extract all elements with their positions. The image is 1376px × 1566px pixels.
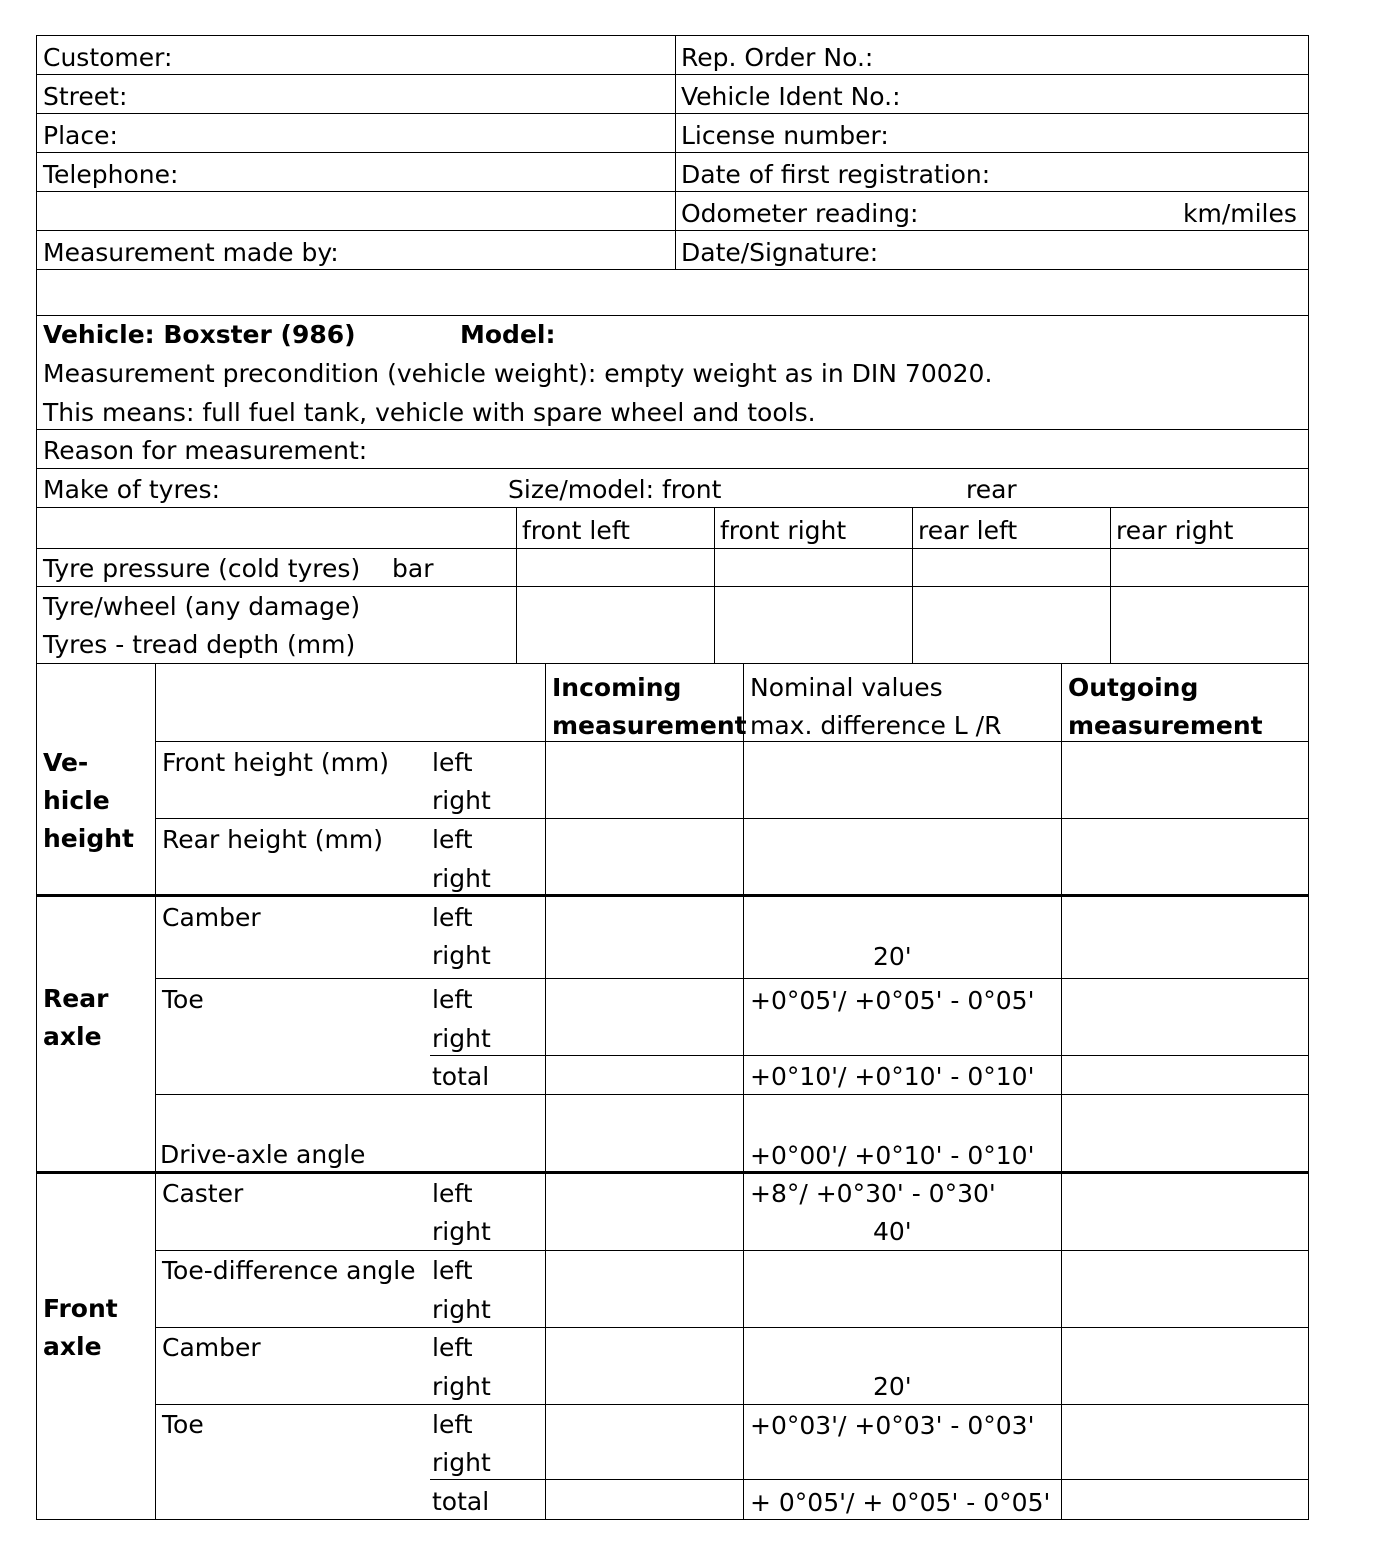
rule xyxy=(36,468,1309,469)
front-camber-nominal: 20' xyxy=(873,1372,912,1401)
col-rear-right: rear right xyxy=(1116,516,1234,545)
left-label: left xyxy=(432,1333,473,1362)
vehicle-height-label: hicle xyxy=(43,786,110,815)
vehicle-title: Vehicle: Boxster (986) xyxy=(43,320,356,349)
rule xyxy=(1110,507,1111,663)
rule xyxy=(155,663,156,1519)
total-label: total xyxy=(432,1487,490,1516)
rear-axle-label: axle xyxy=(43,1022,102,1051)
left-label: left xyxy=(432,1410,473,1439)
right-label: right xyxy=(432,941,491,970)
incoming-header: Incoming xyxy=(552,673,682,702)
rear-toe-total-nominal: +0°10'/ +0°10' - 0°10' xyxy=(750,1062,1035,1091)
caster-nominal: +8°/ +0°30' - 0°30' xyxy=(750,1179,996,1208)
caster-label: Caster xyxy=(162,1179,244,1208)
tread-label: Tyres - tread depth (mm) xyxy=(43,630,356,659)
rear-toe-nominal: +0°05'/ +0°05' - 0°05' xyxy=(750,986,1035,1015)
rear-toe-label: Toe xyxy=(162,985,204,1014)
rule xyxy=(714,507,715,663)
drive-axle-label: Drive-axle angle xyxy=(160,1140,366,1169)
nominal-header: Nominal values xyxy=(750,673,943,702)
outgoing-header: measurement xyxy=(1068,711,1263,740)
total-label: total xyxy=(432,1062,490,1091)
right-label: right xyxy=(432,1217,491,1246)
rule xyxy=(36,113,1309,114)
front-toe-label: Toe xyxy=(162,1410,204,1439)
right-label: right xyxy=(432,1372,491,1401)
col-rear-left: rear left xyxy=(918,516,1018,545)
right-label: right xyxy=(432,1024,491,1053)
rule xyxy=(36,1519,1309,1520)
left-label: left xyxy=(432,903,473,932)
rule xyxy=(155,1404,1309,1405)
rule xyxy=(155,818,1309,819)
first-registration-label: Date of first registration: xyxy=(681,160,991,189)
caster-difference: 40' xyxy=(873,1217,912,1246)
rule xyxy=(912,507,913,663)
right-label: right xyxy=(432,786,491,815)
rear-camber-label: Camber xyxy=(162,903,261,932)
rule xyxy=(155,1250,1309,1251)
left-label: left xyxy=(432,985,473,1014)
measured-by-label: Measurement made by: xyxy=(43,238,339,267)
rule xyxy=(1061,663,1062,1519)
rule xyxy=(155,1327,1309,1328)
damage-label: Tyre/wheel (any damage) xyxy=(43,592,361,621)
odometer-unit: km/miles xyxy=(1183,199,1297,228)
col-front-right: front right xyxy=(720,516,847,545)
left-label: left xyxy=(432,825,473,854)
means-text: This means: full fuel tank, vehicle with spare wheel and tools. xyxy=(43,398,816,427)
reason-label: Reason for measurement: xyxy=(43,436,368,465)
model-label: Model: xyxy=(460,320,556,349)
rule xyxy=(36,429,1309,430)
incoming-header: measurement xyxy=(552,711,747,740)
rule xyxy=(36,894,1309,897)
odometer-label: Odometer reading: xyxy=(681,199,919,228)
telephone-label: Telephone: xyxy=(43,160,179,189)
bar-unit: bar xyxy=(392,554,434,583)
rear-size-label: rear xyxy=(966,475,1017,504)
rule xyxy=(430,1055,1309,1056)
make-of-tyres-label: Make of tyres: xyxy=(43,475,221,504)
right-label: right xyxy=(432,1295,491,1324)
front-axle-label: axle xyxy=(43,1332,102,1361)
vehicle-height-label: height xyxy=(43,824,134,853)
front-toe-nominal: +0°03'/ +0°03' - 0°03' xyxy=(750,1411,1035,1440)
rear-height-label: Rear height (mm) xyxy=(162,825,384,854)
left-label: left xyxy=(432,1256,473,1285)
rule xyxy=(36,191,1309,192)
outgoing-header: Outgoing xyxy=(1068,673,1199,702)
street-label: Street: xyxy=(43,82,128,111)
rule xyxy=(743,663,744,1519)
rear-axle-label: Rear xyxy=(43,984,109,1013)
rule xyxy=(155,978,1309,979)
place-label: Place: xyxy=(43,121,118,150)
nominal-header: max. difference L /R xyxy=(750,711,1002,740)
front-toe-total-nominal: + 0°05'/ + 0°05' - 0°05' xyxy=(750,1488,1051,1517)
left-label: left xyxy=(432,748,473,777)
rule xyxy=(36,663,1309,664)
rule xyxy=(36,1171,1309,1174)
rule xyxy=(155,1094,1309,1095)
front-height-label: Front height (mm) xyxy=(162,748,390,777)
date-signature-label: Date/Signature: xyxy=(681,238,879,267)
rule xyxy=(36,35,1309,36)
rear-camber-nominal: 20' xyxy=(873,942,912,971)
front-axle-label: Front xyxy=(43,1294,118,1323)
left-label: left xyxy=(432,1179,473,1208)
rule xyxy=(155,741,1309,742)
license-label: License number: xyxy=(681,121,889,150)
rep-order-label: Rep. Order No.: xyxy=(681,43,874,72)
size-model-label: Size/model: front xyxy=(508,475,722,504)
toe-difference-label: Toe-difference angle xyxy=(162,1256,416,1285)
rule xyxy=(1308,35,1309,1519)
rule xyxy=(36,230,1309,231)
precondition-text: Measurement precondition (vehicle weight): empty weight as in DIN 70020. xyxy=(43,359,993,388)
rule xyxy=(36,35,37,1519)
front-camber-label: Camber xyxy=(162,1333,261,1362)
customer-label: Customer: xyxy=(43,43,173,72)
vehicle-height-label: Ve- xyxy=(43,748,89,777)
rule xyxy=(545,663,546,1519)
rule xyxy=(36,74,1309,75)
tyre-pressure-label: Tyre pressure (cold tyres) xyxy=(43,554,361,583)
rule xyxy=(36,548,1309,549)
rule xyxy=(516,507,517,663)
rule xyxy=(36,152,1309,153)
vin-label: Vehicle Ident No.: xyxy=(681,82,901,111)
rule xyxy=(36,586,1309,587)
rule xyxy=(36,507,1309,508)
col-front-left: front left xyxy=(522,516,630,545)
right-label: right xyxy=(432,1448,491,1477)
drive-axle-nominal: +0°00'/ +0°10' - 0°10' xyxy=(750,1141,1035,1170)
rule xyxy=(430,1479,1309,1480)
rule xyxy=(36,315,1309,316)
right-label: right xyxy=(432,864,491,893)
rule xyxy=(36,269,1309,270)
